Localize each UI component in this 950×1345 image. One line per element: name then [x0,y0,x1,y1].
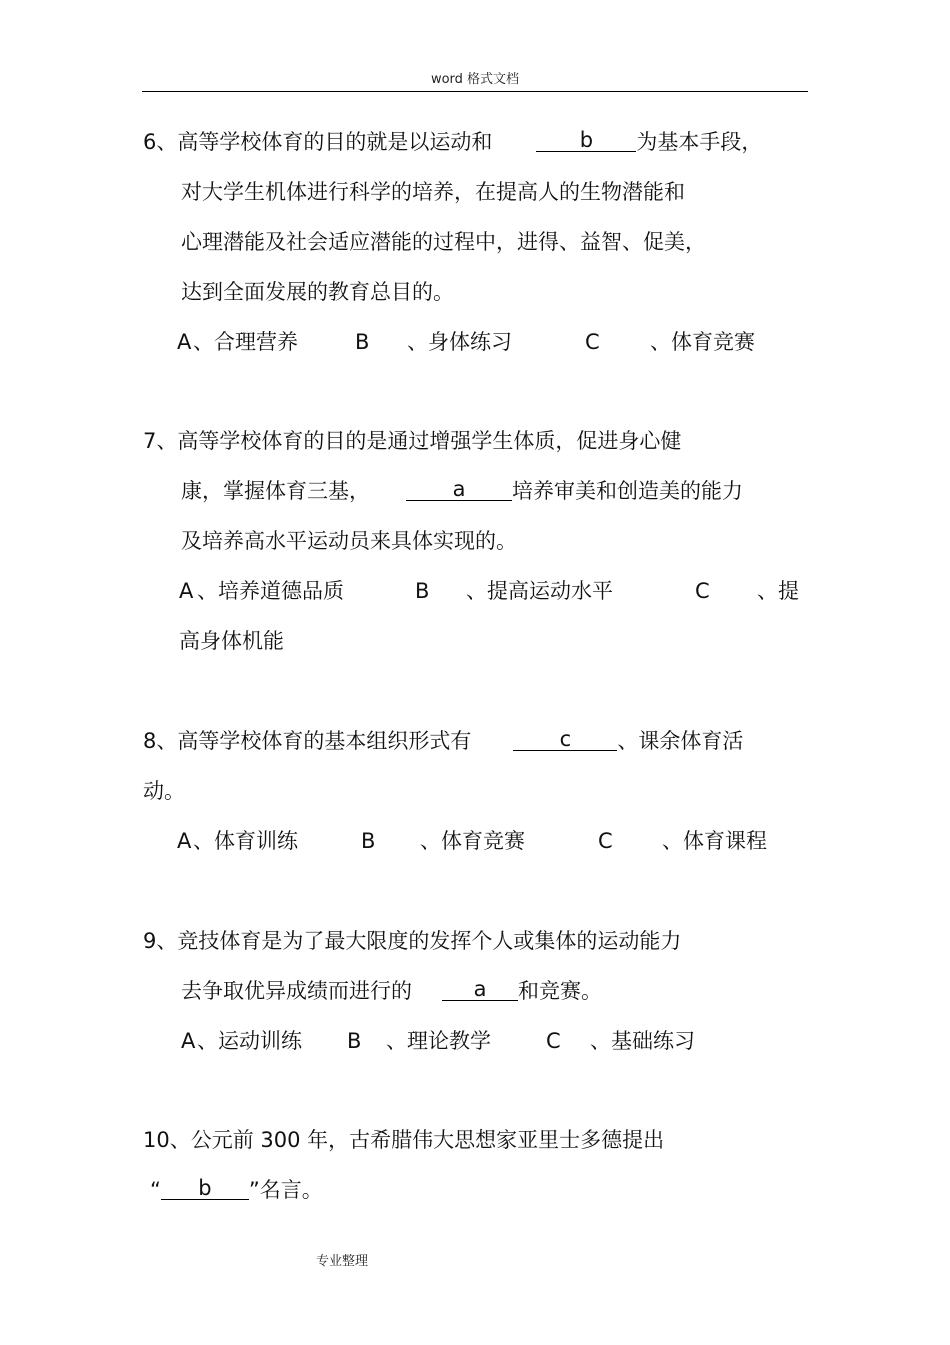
option-c-text: 、基础练习 [590,1029,695,1053]
option-b-text: 、身体练习 [407,330,512,354]
page-header: word 格式文档 [430,72,520,87]
option-c-text: 、体育竞赛 [650,330,755,354]
answer-blank: b [161,1177,249,1200]
question-6-line-2: 对大学生机体进行科学的培养，在提高人的生物潜能和 [181,180,685,204]
option-b-text: 、提高运动水平 [466,579,613,603]
option-c-letter: C [695,579,710,603]
option-b-letter: B [415,579,430,603]
question-8-line-2: 动。 [143,779,185,803]
option-b-text: 、理论教学 [386,1029,491,1053]
option-a-text: 、体育训练 [193,829,298,853]
option-a-text: 、培养道德品质 [197,579,344,603]
option-c-letter: C [585,330,600,354]
option-b-text: 、体育竞赛 [420,829,525,853]
answer-blank: c [513,728,617,751]
question-8-line-1: 8、高等学校体育的基本组织形式有 c 、课余体育活 [143,727,744,753]
question-7-line-1: 7、高等学校体育的目的是通过增强学生体质，促进身心健 [143,429,682,453]
option-c-letter: C [598,829,613,853]
option-a-text: 、合理营养 [193,330,298,354]
question-9-line-1: 9、竞技体育是为了最大限度的发挥个人或集体的运动能力 [143,929,682,953]
option-c-text: 、提 [757,579,799,603]
question-7-line-3: 及培养高水平运动员来具体实现的。 [181,529,517,553]
question-6-line-1: 6、高等学校体育的目的就是以运动和 b 为基本手段， [143,128,763,154]
answer-blank: a [406,478,512,501]
page-footer: 专业整理 [316,1254,369,1269]
question-6-line-3: 心理潜能及社会适应潜能的过程中，进得、益智、促美， [181,230,706,254]
option-c-text: 、体育课程 [662,829,767,853]
answer-blank: b [536,129,636,152]
option-a-letter: A [177,829,192,853]
option-b-letter: B [355,330,370,354]
option-b-letter: B [347,1029,362,1053]
question-7-option-wrap: 高身体机能 [179,629,284,653]
answer-blank: a [442,978,518,1001]
option-b-letter: B [361,829,376,853]
question-10-line-2: “ b ”名言。 [150,1176,323,1202]
option-a-letter: A [181,1029,196,1053]
question-9-line-2: 去争取优异成绩而进行的 a 和竞赛。 [181,977,602,1003]
question-7-line-2: 康，掌握体育三基， a 培养审美和创造美的能力 [181,477,743,503]
option-a-letter: A [179,579,194,603]
header-divider [142,91,808,92]
question-6-line-4: 达到全面发展的教育总目的。 [181,280,454,304]
option-a-letter: A [177,330,192,354]
question-10-line-1: 10、公元前 300 年，古希腊伟大思想家亚里士多德提出 [143,1128,665,1152]
option-a-text: 、运动训练 [197,1029,302,1053]
option-c-letter: C [546,1029,561,1053]
